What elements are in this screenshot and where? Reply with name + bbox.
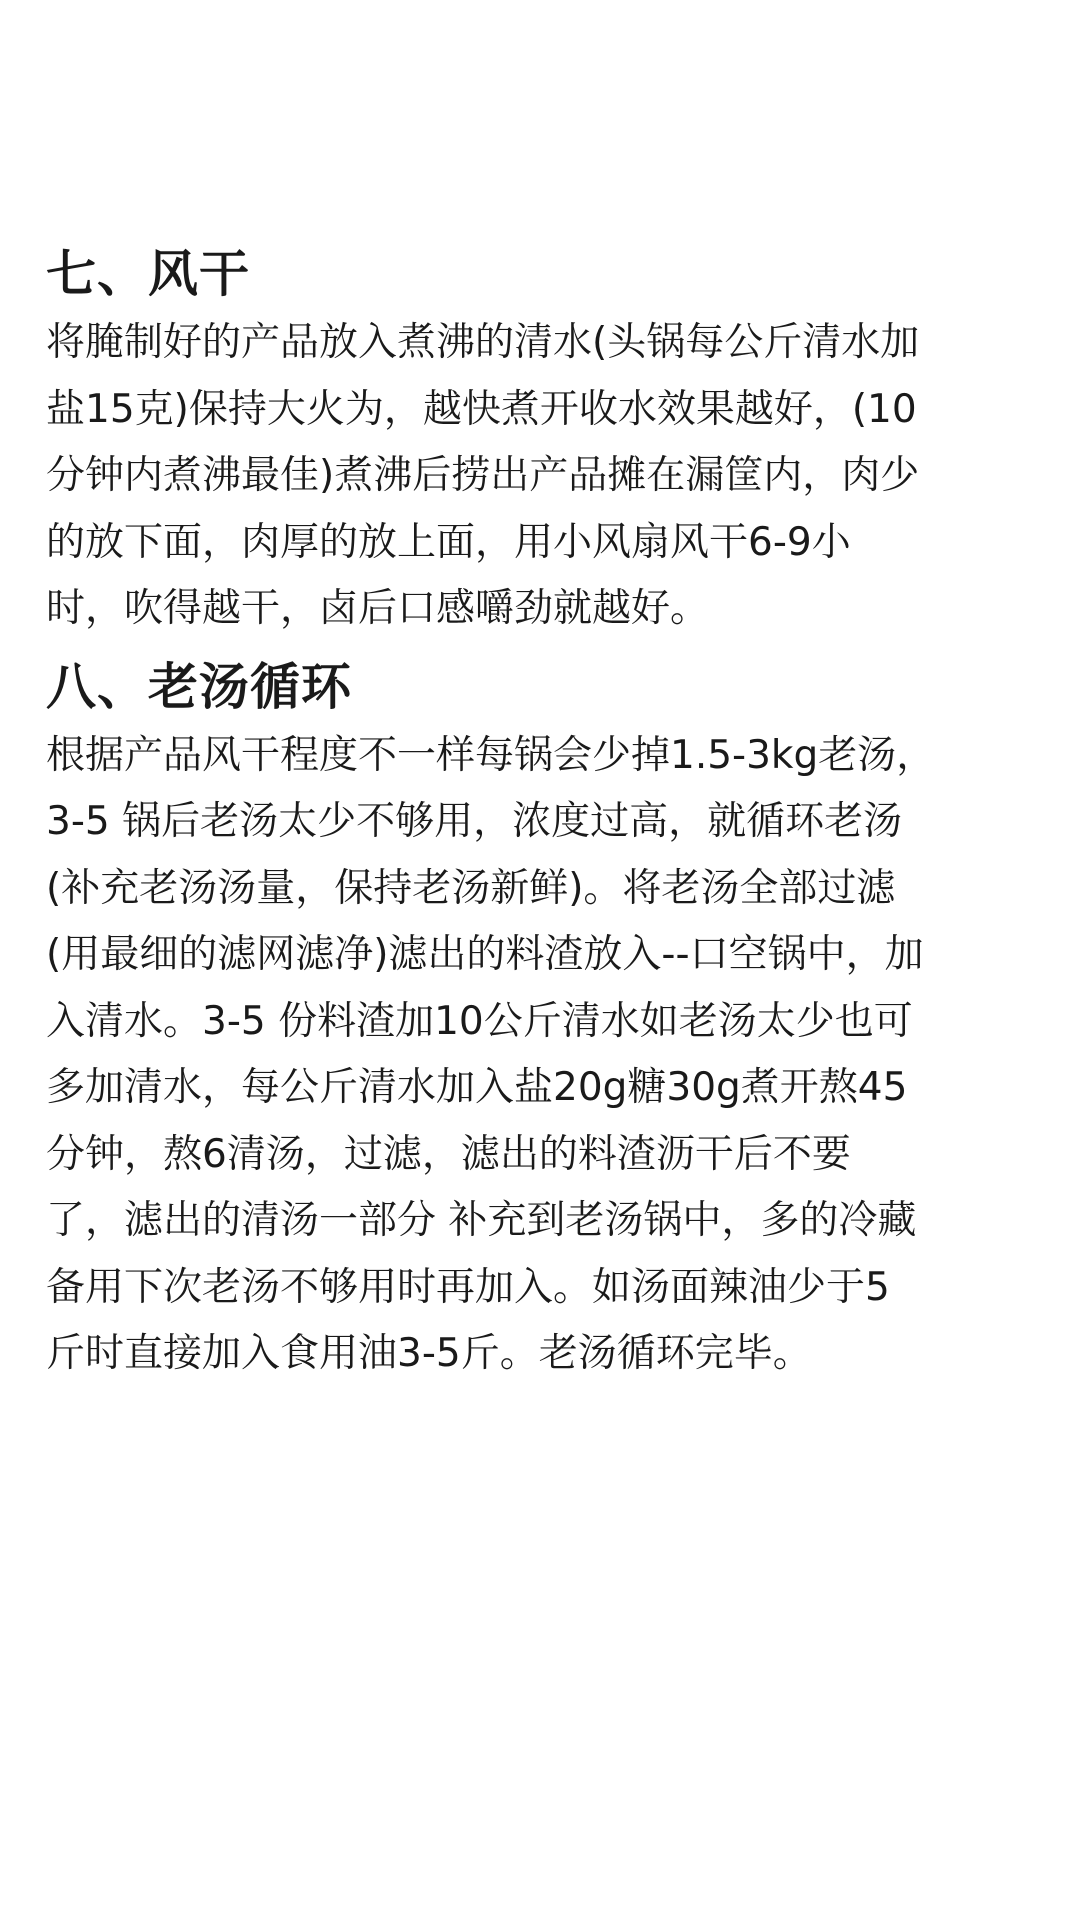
paragraph-line: 的放下面，肉厚的放上面，用小风扇风干6-9小: [46, 519, 851, 565]
section-air-drying: [46, 238, 1056, 643]
paragraph-line: (用最细的滤网滤净)滤出的料渣放入--口空锅中，加: [46, 932, 924, 977]
paragraph-line: 3-5 锅后老汤太少不够用，浓度过高，就循环老汤: [46, 799, 903, 844]
paragraph-line: 斤时直接加入食用油3-5斤。老汤循环完毕。: [46, 1331, 812, 1376]
paragraph-line: (补充老汤汤量，保持老汤新鲜)。将老汤全部过滤: [46, 865, 896, 911]
section-heading: 七、风干: [46, 245, 250, 303]
section-heading: 八、老汤循环: [46, 657, 352, 716]
paragraph-line: 入清水。3-5 份料渣加10公斤清水如老汤太少也可: [46, 998, 913, 1044]
paragraph-line: 根据产品风干程度不一样每锅会少掉1.5-3kg老汤，: [46, 732, 936, 778]
paragraph-line: 了，滤出的清汤一部分 补充到老汤锅中，多的冷藏: [46, 1198, 917, 1243]
document-body: [46, 238, 1056, 1388]
paragraph-line: 将腌制好的产品放入煮沸的清水(头锅每公斤清水加: [46, 320, 920, 365]
paragraph-line: 备用下次老汤不够用时再加入。如汤面辣油少于5: [46, 1264, 890, 1310]
paragraph-line: 盐15克)保持大火为，越快煮开收水效果越好，(10: [46, 386, 917, 432]
paragraph-line: 时，吹得越干，卤后口感嚼劲就越好。: [46, 586, 710, 631]
paragraph-line: 分钟，熬6清汤，过滤，滤出的料渣沥干后不要: [46, 1131, 851, 1177]
section-old-broth-cycle: [46, 651, 1056, 1388]
paragraph-line: 多加清水，每公斤清水加入盐20g糖30g煮开熬45: [46, 1065, 908, 1110]
paragraph-line: 分钟内煮沸最佳)煮沸后捞出产品摊在漏筐内，肉少: [46, 453, 920, 498]
